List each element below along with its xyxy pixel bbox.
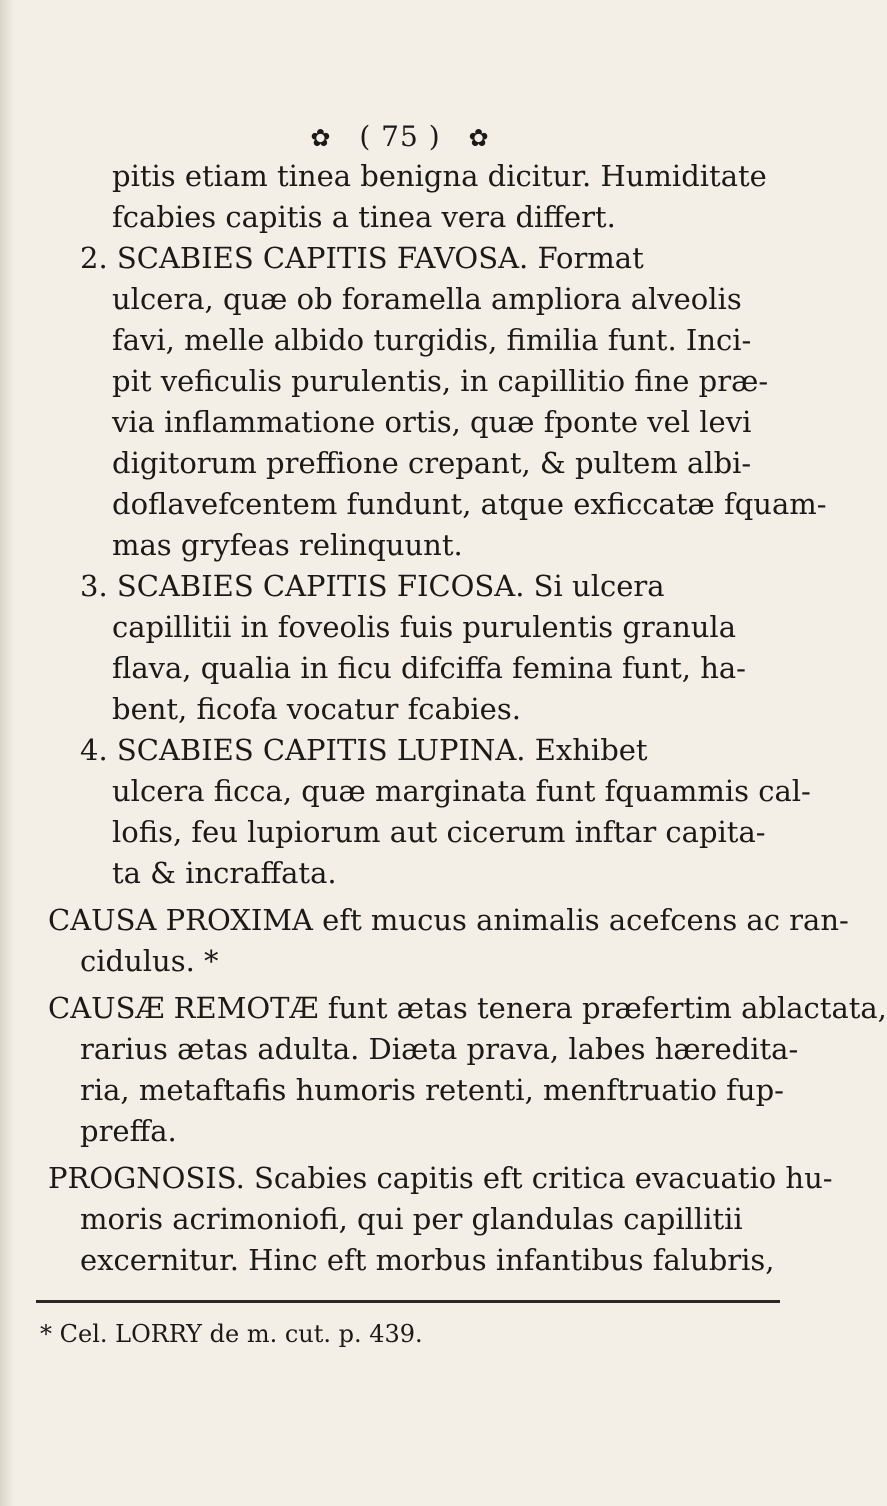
text-line: ta & incraffata.: [112, 856, 337, 890]
text-line: excernitur. Hinc eft morbus infantibus falubris,: [80, 1243, 775, 1277]
text-line: 4. SCABIES CAPITIS LUPINA. Exhibet: [80, 733, 648, 767]
text-line: via inflammatione ortis, quæ fponte vel levi: [112, 405, 752, 439]
text-line: pitis etiam tinea benigna dicitur. Humiditate: [112, 159, 767, 193]
text-line: moris acrimoniofi, qui per glandulas capillitii: [80, 1202, 743, 1236]
page-header: [0, 120, 800, 153]
text-line: lofis, feu lupiorum aut cicerum inftar capita-: [112, 815, 766, 849]
text-line: 3. SCABIES CAPITIS FICOSA. Si ulcera: [80, 569, 665, 603]
text-line: pit veficulis purulentis, in capillitio fine præ-: [112, 364, 769, 398]
text-line: 2. SCABIES CAPITIS FAVOSA. Format: [80, 241, 644, 275]
text-line: cidulus. *: [80, 944, 219, 978]
text-line: digitorum preffione crepant, & pultem albi-: [112, 446, 752, 480]
footnote-rule: [36, 1300, 780, 1303]
text-line: CAUSÆ REMOTÆ funt ætas tenera præfertim ablactata,: [48, 991, 887, 1025]
text-line: bent, ficofa vocatur fcabies.: [112, 692, 521, 726]
text-line: ria, metaftafis humoris retenti, menftruatio fup-: [80, 1073, 784, 1107]
text-line: capillitii in foveolis fuis purulentis granula: [112, 610, 736, 644]
text-line: ulcera, quæ ob foramella ampliora alveolis: [112, 282, 742, 316]
footnote: * Cel. LORRY de m. cut. p. 439.: [40, 1320, 423, 1348]
text-line: ulcera ficca, quæ marginata funt fquammis cal-: [112, 774, 811, 808]
text-line: doflavefcentem fundunt, atque exficcatæ fquam-: [112, 487, 827, 521]
text-line: rarius ætas adulta. Diæta prava, labes hæredita-: [80, 1032, 799, 1066]
text-line: PROGNOSIS. Scabies capitis eft critica evacuatio hu-: [48, 1161, 833, 1195]
text-line: preffa.: [80, 1114, 177, 1148]
page-edge: [0, 0, 14, 1506]
text-line: fcabies capitis a tinea vera differt.: [112, 200, 616, 234]
text-line: favi, melle albido turgidis, fimilia funt. Inci-: [112, 323, 752, 357]
page-number: ( 75 ): [359, 120, 441, 153]
text-line: mas gryfeas relinquunt.: [112, 528, 463, 562]
text-line: flava, qualia in ficu difciffa femina funt, ha-: [112, 651, 746, 685]
ornament-left-icon: ✿: [310, 124, 332, 152]
ornament-right-icon: ✿: [468, 124, 490, 152]
text-line: CAUSA PROXIMA eft mucus animalis acefcens ac ran-: [48, 903, 849, 937]
